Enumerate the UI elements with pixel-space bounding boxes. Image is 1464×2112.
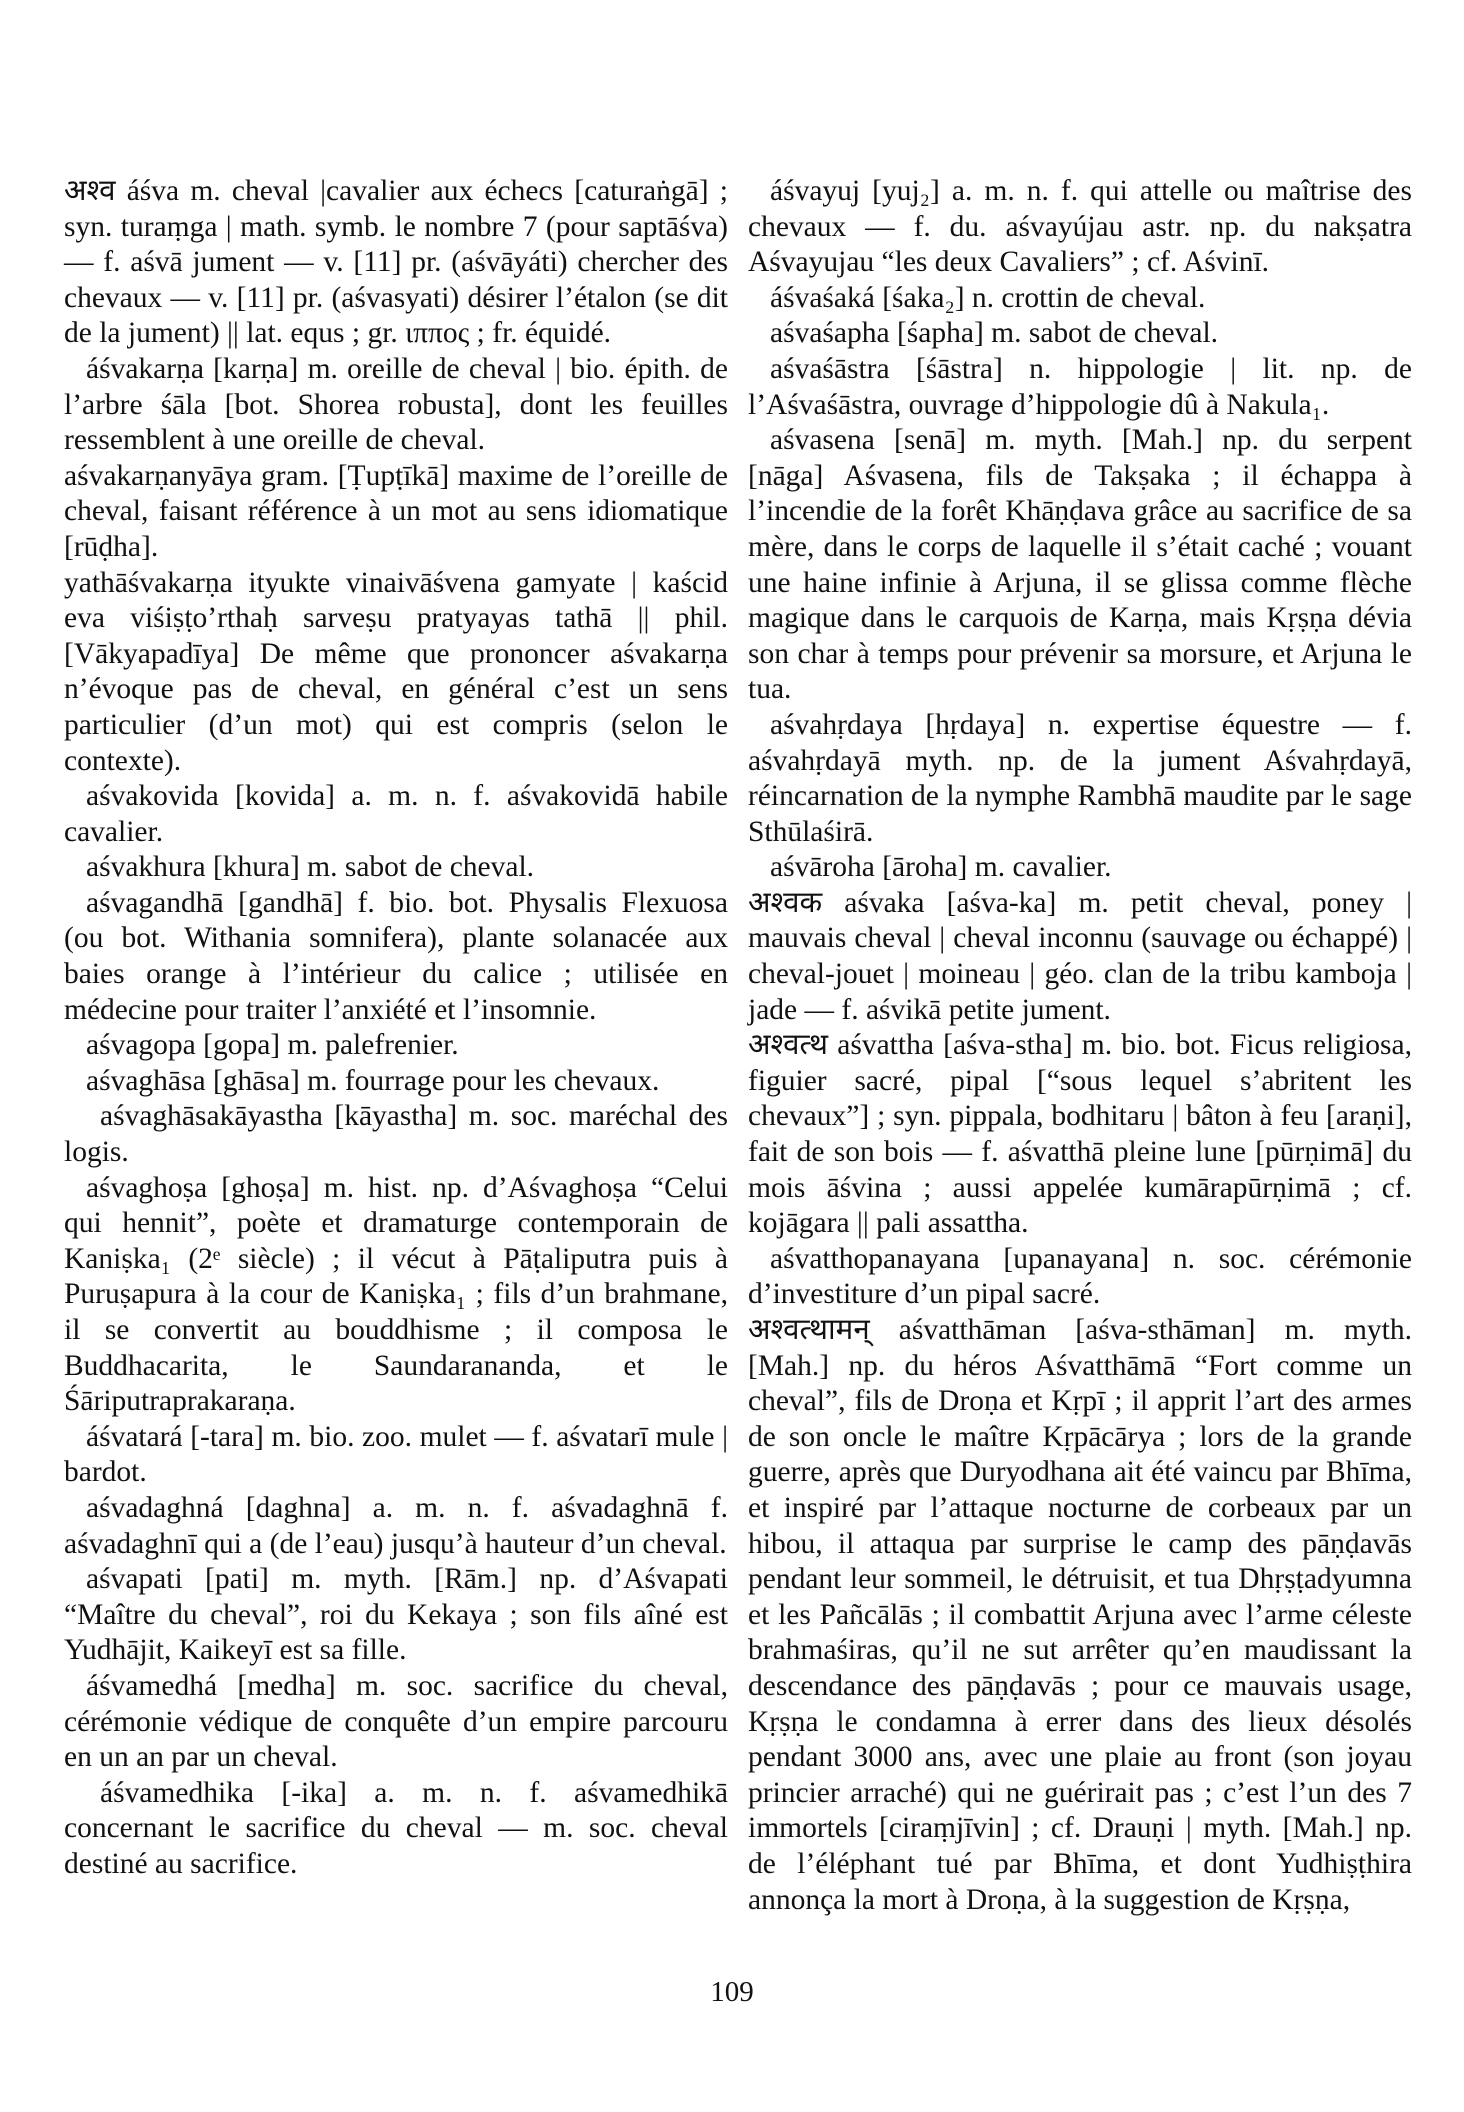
- dictionary-entry: अश्वक aśvaka [aśva-ka] m. petit cheval, poney | mauvais cheval | cheval inconnu (sauvage ou échappé) | cheval-jouet | moineau | géo. clan de la tribu kamboja | jade — f. aśvikā petite jument.: [748, 886, 1412, 1026]
- dictionary-entry: अश्वत्थ aśvattha [aśva-stha] m. bio. bot. Ficus religiosa, figuier sacré, pipal [“sous lequel s’abritent les chevaux”] ; syn. pippala, bodhitaru | bâton à feu [araṇi], fait de son bois — f. aśvatthā pleine lune [pūrṇimā] du mois āśvina ; aussi appelée kumārapūrṇimā ; cf. kojāgara || pali assattha.: [748, 1029, 1412, 1240]
- dictionary-entry: aśvadaghná [daghna] a. m. n. f. aśvadaghnā f. aśvadaghnī qui a (de l’eau) jusqu’à hauteur d’un cheval.: [64, 1491, 728, 1560]
- dictionary-entry: अश्वत्थामन् aśvatthāman [aśva-sthāman] m. myth. [Mah.] np. du héros Aśvatthāmā “Fort comme un cheval”, fils de Droṇa et Kṛpī ; il apprit l’art des armes de son oncle le maître Kṛpācārya ; lors de la grande guerre, après que Duryodhana ait été vaincu par Bhīma, et inspiré par l’attaque nocturne de corbeaux par un hibou, il attaqua par surprise le camp des pāṇḍavās pendant leur sommeil, le détruisit, et tua Dhṛṣṭadyumna et les Pañcālās ; il combattit Arjuna avec l’arme céleste brahmaśiras, qu’il ne sut arrêter qu’en maudissant la descendance des pāṇḍavās ; pour ce mauvais usage, Kṛṣṇa le condamna à errer dans des lieux désolés pendant 3000 ans, avec une plaie au front (son joyau princier arraché) qui ne guérirait pas ; c’est l’un des 7 immortels [ciraṃjīvin] ; cf. Drauṇi | myth. [Mah.] np. de l’éléphant tué par Bhīma, et dont Yudhiṣṭhira annonça la mort à Droṇa, à la suggestion de Kṛṣṇa,: [748, 1314, 1412, 1916]
- dictionary-entry: aśvagopa [gopa] m. palefrenier.: [86, 1029, 459, 1062]
- dictionary-entry: aśvakarṇanyāya gram. [Ṭupṭīkā] maxime de l’oreille de cheval, faisant référence à un mot au sens idiomatique [rūḍha].: [64, 459, 728, 563]
- dictionary-entry: aśvatthopanayana [upanayana] n. soc. cérémonie d’investiture d’un pipal sacré.: [748, 1242, 1412, 1311]
- dictionary-entry: áśvamedhika [-ika] a. m. n. f. aśvamedhikā concernant le sacrifice du cheval — m. soc. cheval destiné au sacrifice.: [64, 1776, 728, 1880]
- dictionary-entry: aśvāroha [āroha] m. cavalier.: [770, 851, 1112, 884]
- dictionary-entry: aśvaghāsa [ghāsa] m. fourrage pour les chevaux.: [86, 1064, 660, 1097]
- dictionary-entry: áśvamedhá [medha] m. soc. sacrifice du cheval, cérémonie védique de conquête d’un empire parcouru en un an par un cheval.: [64, 1669, 728, 1774]
- dictionary-entry: aśvaśapha [śapha] m. sabot de cheval.: [770, 317, 1219, 350]
- dictionary-entry: aśvasena [senā] m. myth. [Mah.] np. du serpent [nāga] Aśvasena, fils de Takṣaka ; il échappa à l’incendie de la forêt Khāṇḍava grâce au sacrifice de sa mère, dans le corps de laquelle il s’était caché ; vouant une haine infinie à Arjuna, il se glissa comme flèche magique dans le carquois de Karṇa, mais Kṛṣṇa dévia son char à temps pour prévenir sa morsure, et Arjuna le tua.: [748, 424, 1412, 706]
- dictionary-entry: aśvapati [pati] m. myth. [Rām.] np. d’Aśvapati “Maître du cheval”, roi du Kekaya ; son fils aîné est Yudhājit, Kaikeyī est sa fille.: [64, 1563, 728, 1667]
- dictionary-entry: aśvagandhā [gandhā] f. bio. bot. Physalis Flexuosa (ou bot. Withania somnifera), plante solanacée aux baies orange à l’intérieur du calice ; utilisée en médecine pour traiter l’anxiété et l’insomnie.: [64, 886, 728, 1026]
- left-column: [64, 174, 728, 1883]
- dictionary-entry: aśvaghoṣa [ghoṣa] m. hist. np. d’Aśvaghoṣa “Celui qui hennit”, poète et dramaturge contemporain de Kaniṣka₁ (2ᵉ siècle) ; il vécut à Pāṭaliputra puis à Puruṣapura à la cour de Kaniṣka₁ ; fils d’un brahmane, il se convertit au bouddhisme ; il composa le Buddhacarita, le Saundarananda, et le Śāriputraprakaraṇa.: [64, 1171, 728, 1418]
- dictionary-entry: aśvakovida [kovida] a. m. n. f. aśvakovidā habile cavalier.: [64, 780, 728, 848]
- dictionary-entry: aśvaghāsakāyastha [kāyastha] m. soc. maréchal des logis.: [64, 1100, 728, 1169]
- dictionary-entry: aśvaśāstra [śāstra] n. hippologie | lit. np. de l’Aśvaśāstra, ouvrage d’hippologie dû à Nakula₁.: [748, 352, 1412, 421]
- dictionary-entry: aśvakhura [khura] m. sabot de cheval.: [86, 851, 535, 884]
- dictionary-entry: áśvaśaká [śaka₂] n. crottin de cheval.: [770, 281, 1206, 314]
- dictionary-entry: áśvakarṇa [karṇa] m. oreille de cheval | bio. épith. de l’arbre śāla [bot. Shorea robusta], dont les feuilles ressemblent à une oreille de cheval.: [64, 352, 728, 457]
- right-column: [748, 174, 1412, 1918]
- dictionary-entry: áśvatará [-tara] m. bio. zoo. mulet — f. aśvatarī mule | bardot.: [64, 1420, 728, 1489]
- dictionary-entry: yathāśvakarṇa ityukte vinaivāśvena gamyate | kaścid eva viśiṣṭo’rthaḥ sarveṣu pratyayas tathā || phil. [Vākyapadīya] De même que prononcer aśvakarṇa n’évoque pas de cheval, en général c’est un sens particulier (d’un mot) qui est compris (selon le contexte).: [64, 566, 728, 777]
- page-number: 109: [710, 1976, 754, 2008]
- dictionary-entry: áśvayuj [yuj₂] a. m. n. f. qui attelle ou maîtrise des chevaux — f. du. aśvayújau astr. np. du nakṣatra Aśvayujau “les deux Cavaliers” ; cf. Aśvinī.: [748, 175, 1412, 279]
- dictionary-entry: अश्व áśva m. cheval |cavalier aux échecs [caturaṅgā] ; syn. turaṃga | math. symb. le nombre 7 (pour saptāśva) — f. aśvā jument — v. [11] pr. (aśvāyáti) chercher des chevaux — v. [11] pr. (aśvasyati) désirer l’étalon (se dit de la jument) || lat. equs ; gr. ιππος ; fr. équidé.: [64, 175, 728, 350]
- dictionary-entry: aśvahṛdaya [hṛdaya] n. expertise équestre — f. aśvahṛdayā myth. np. de la jument Aśvahṛdayā, réincarnation de la nymphe Rambhā maudite par le sage Sthūlaśirā.: [748, 708, 1412, 848]
